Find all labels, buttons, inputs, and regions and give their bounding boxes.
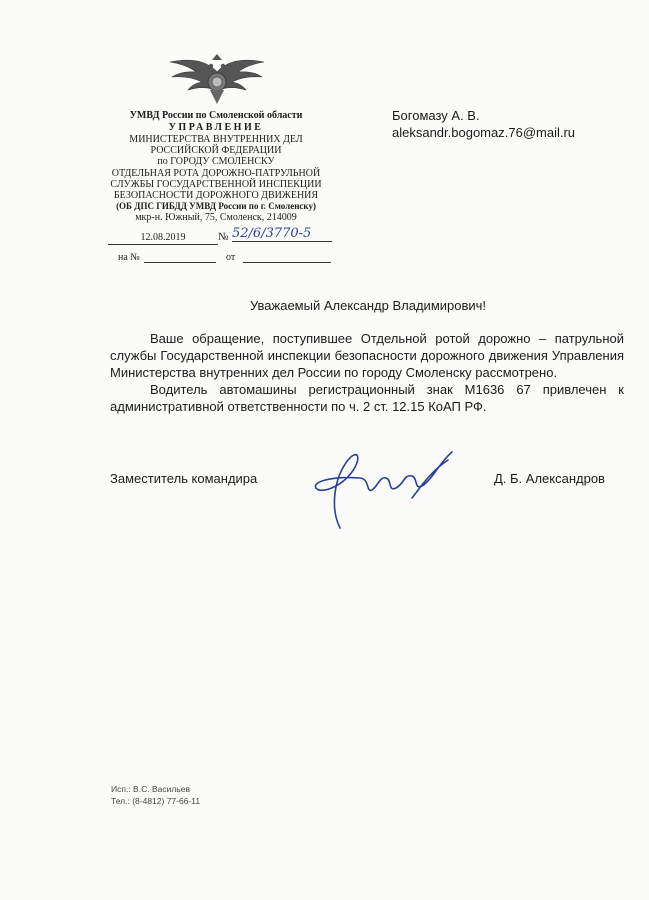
signatory-name: Д. Б. Александров bbox=[494, 471, 605, 486]
org-title: УПРАВЛЕНИЕ bbox=[168, 122, 264, 133]
body-paragraph-1: Ваше обращение, поступившее Отдельной ротой дорожно – патрульной службы Государственной инспекции безопасности дорожного движения Управления Министерства внутренних дел России по городу Смоленску рассмотрено. bbox=[110, 331, 624, 380]
recipient-email: aleksandr.bogomaz.76@mail.ru bbox=[392, 125, 576, 140]
executor-name: Исп.: В.С. Васильев bbox=[111, 784, 190, 794]
ref-date-blank bbox=[243, 262, 331, 263]
signatory-position: Заместитель командира bbox=[110, 471, 258, 486]
salutation: Уважаемый Александр Владимирович! bbox=[250, 298, 487, 313]
org-abbrev: (ОБ ДПС ГИБДД УМВД России по г. Смоленску) bbox=[116, 201, 316, 211]
eagle-emblem-icon bbox=[166, 52, 268, 106]
org-unit-line3: БЕЗОПАСНОСТИ ДОРОЖНОГО ДВИЖЕНИЯ bbox=[113, 190, 319, 201]
letter-date: 12.08.2019 bbox=[108, 232, 218, 245]
executor-phone: Тел.: (8-4812) 77-66-11 bbox=[111, 796, 201, 806]
number-label: № bbox=[218, 231, 229, 243]
handwritten-signature-icon bbox=[300, 438, 470, 538]
letter-number: 52/6/3770-5 bbox=[232, 226, 332, 242]
body-paragraph-2: Водитель автомашины регистрационный знак М1636 67 привлечен к административной ответственности по ч. 2 ст. 12.15 КоАП РФ. bbox=[110, 382, 624, 414]
recipient-name: Богомазу А. В. bbox=[392, 108, 480, 123]
org-ministry: МИНИСТЕРСТВА ВНУТРЕННИХ ДЕЛ bbox=[129, 134, 303, 145]
org-unit-line2: СЛУЖБЫ ГОСУДАРСТВЕННОЙ ИНСПЕКЦИИ bbox=[110, 179, 322, 190]
ref-number-blank bbox=[144, 262, 216, 263]
org-address: мкр-н. Южный, 75, Смоленск, 214009 bbox=[135, 212, 297, 223]
org-city: по ГОРОДУ СМОЛЕНСКУ bbox=[157, 156, 275, 167]
from-label: от bbox=[226, 252, 236, 263]
letter-body bbox=[110, 330, 624, 415]
org-region: УМВД России по Смоленской области bbox=[129, 110, 303, 121]
org-country: РОССИЙСКОЙ ФЕДЕРАЦИИ bbox=[150, 145, 282, 156]
org-unit-line1: ОТДЕЛЬНАЯ РОТА ДОРОЖНО-ПАТРУЛЬНОЙ bbox=[111, 168, 321, 179]
ref-label: на № bbox=[118, 252, 140, 263]
